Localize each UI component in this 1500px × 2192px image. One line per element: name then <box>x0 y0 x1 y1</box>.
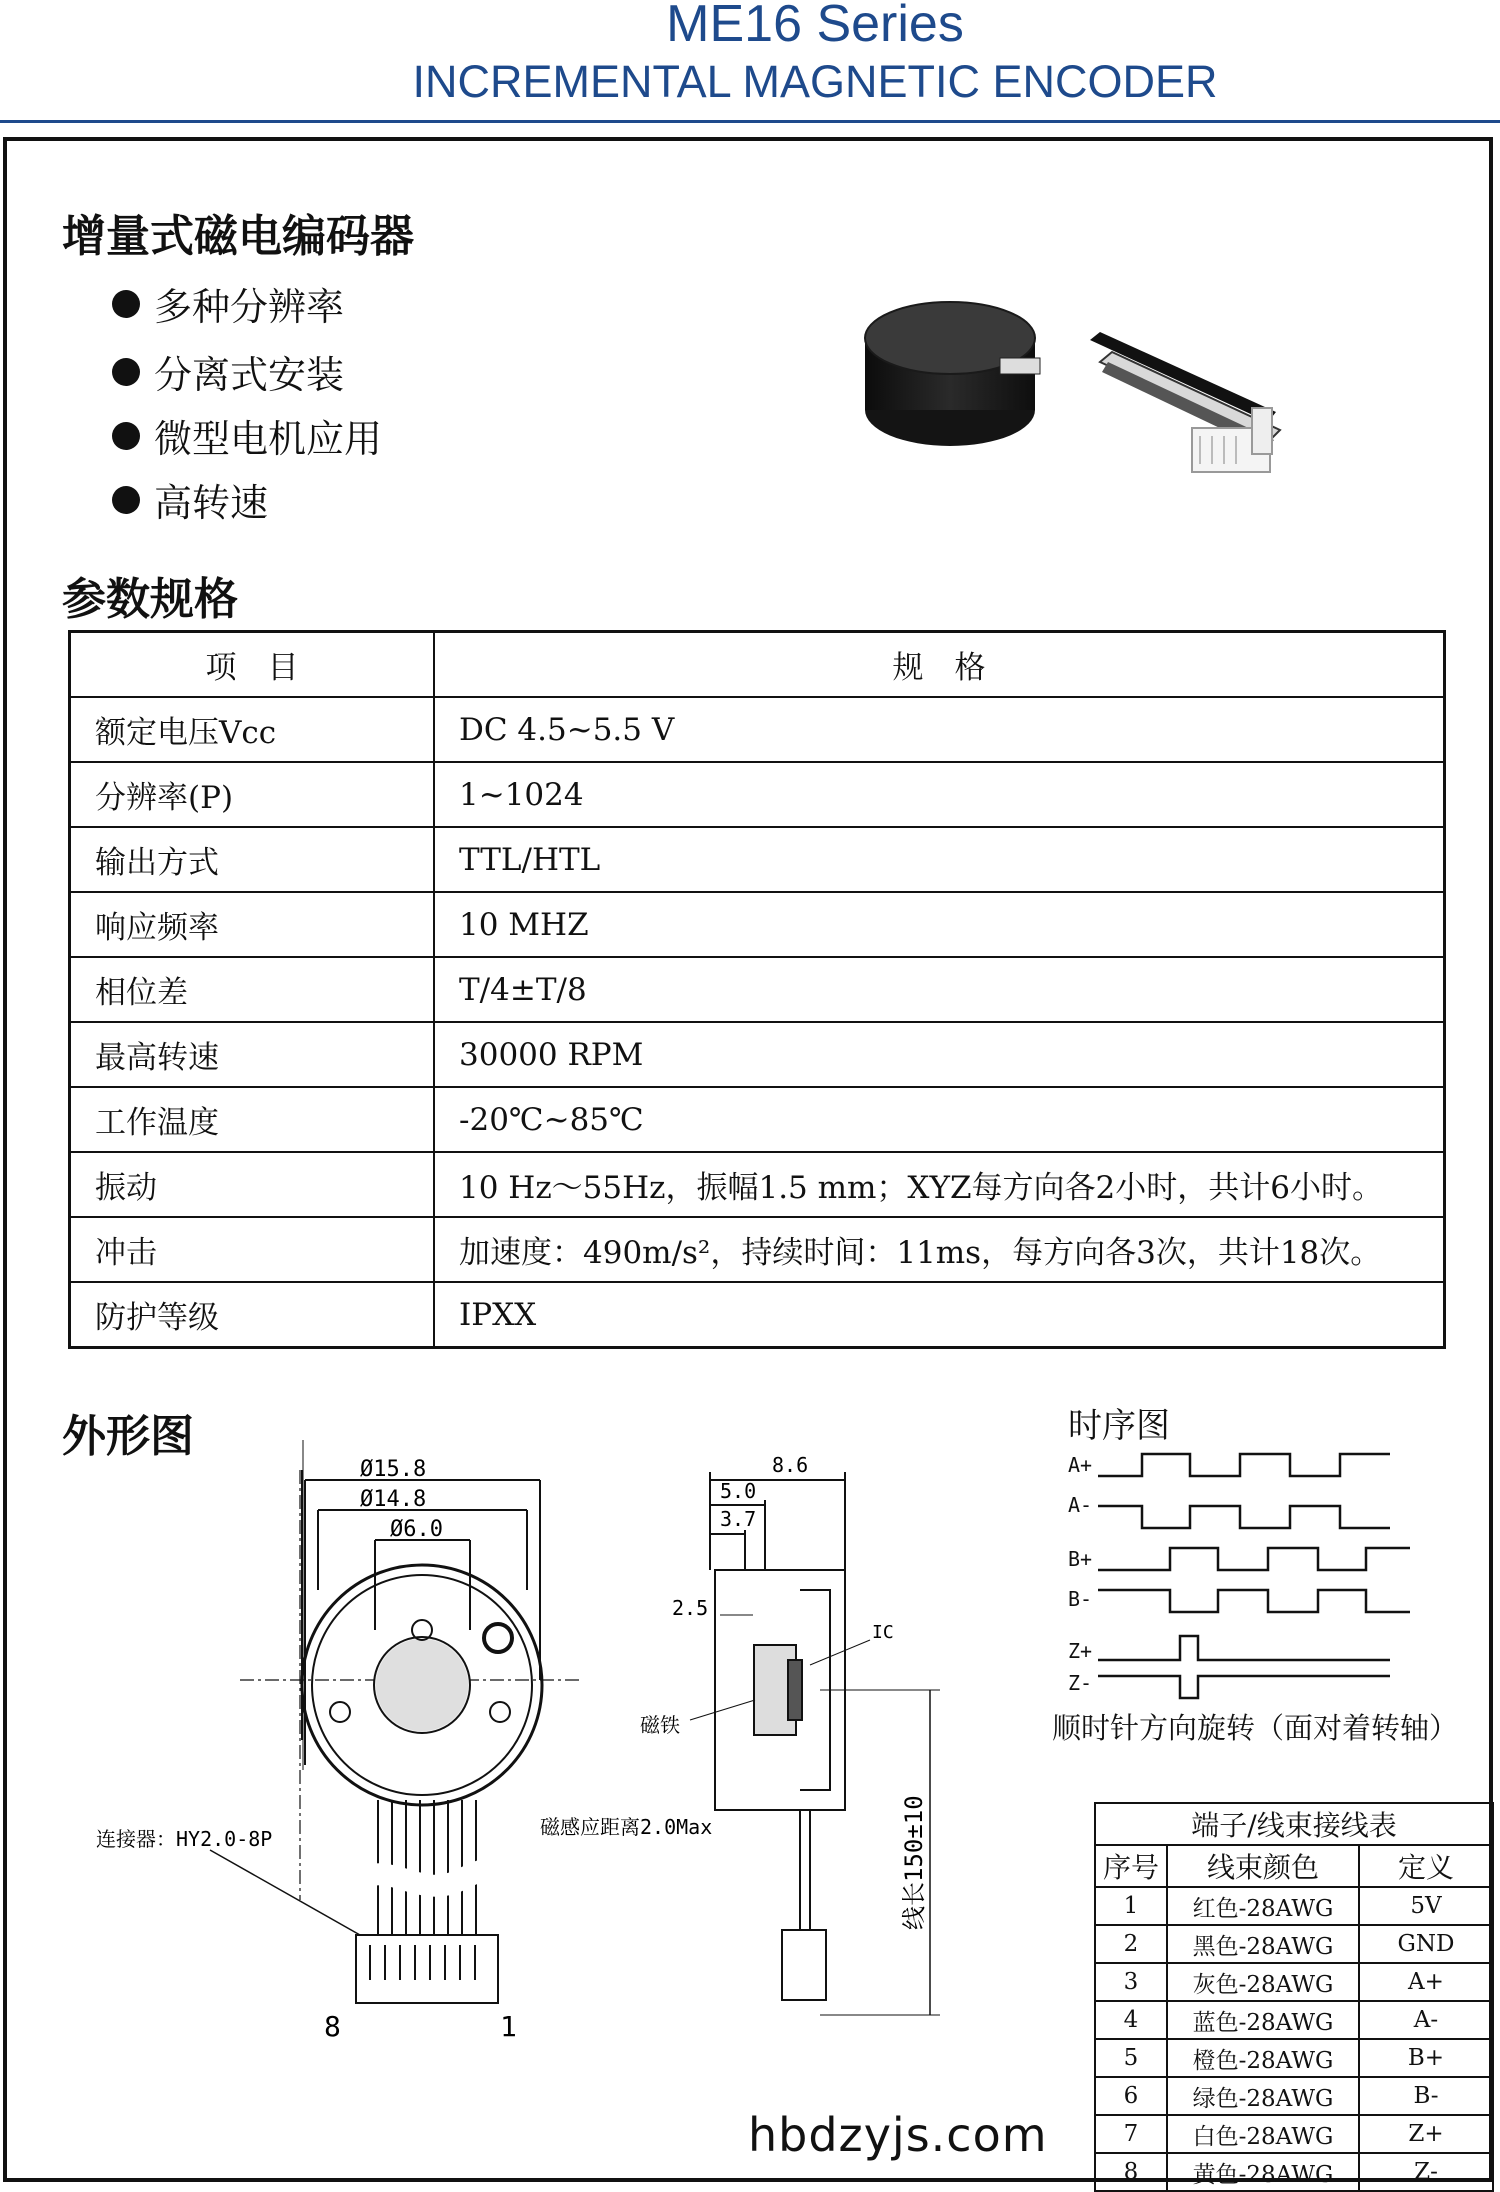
bullet-icon <box>112 358 140 386</box>
table-row: 分辨率(P) 1~1024 <box>70 762 1445 827</box>
table-row: 相位差 T/4±T/8 <box>70 957 1445 1022</box>
pin-right-label: 1 <box>500 2010 517 2040</box>
series-title: ME16 Series <box>666 0 964 53</box>
signal-label: A+ <box>1068 1453 1093 1477</box>
sense-distance-label: 磁感应距离2.0Max <box>540 1815 713 1839</box>
table-row: 工作温度 -20℃~85℃ <box>70 1087 1445 1152</box>
dim-gap: 2.5 <box>672 1596 709 1620</box>
dim-d1: Ø15.8 <box>360 1457 427 1482</box>
table-row: 振动 10 Hz～55Hz，振幅1.5 mm；XYZ每方向各2小时，共计6小时。 <box>70 1152 1445 1217</box>
dim-d2: Ø14.8 <box>360 1487 427 1512</box>
feature-item: 多种分辨率 <box>112 276 344 331</box>
table-row: 2 黑色-28AWG GND <box>1095 1925 1493 1963</box>
table-row: 7 白色-28AWG Z+ <box>1095 2115 1493 2153</box>
spec-table <box>68 630 1446 1349</box>
connector-label: 连接器：HY2.0-8P <box>96 1827 273 1851</box>
side-view-drawing <box>520 1450 980 2050</box>
intro-heading: 增量式磁电编码器 <box>62 211 414 262</box>
signal-label: Z- <box>1068 1671 1093 1695</box>
pin-left-label: 8 <box>324 2010 341 2040</box>
table-row: 1 红色-28AWG 5V <box>1095 1887 1493 1925</box>
timing-title: 时序图 <box>1068 1406 1170 1446</box>
dim-w1: 8.6 <box>772 1453 809 1477</box>
signal-label: B- <box>1068 1587 1093 1611</box>
table-row: 5 橙色-28AWG B+ <box>1095 2039 1493 2077</box>
feature-item: 高转速 <box>112 472 268 527</box>
bullet-icon <box>112 486 140 514</box>
table-row: 最高转速 30000 RPM <box>70 1022 1445 1087</box>
dim-w3: 3.7 <box>720 1507 757 1531</box>
timing-caption: 顺时针方向旋转（面对着转轴） <box>1052 1711 1459 1745</box>
table-header-row <box>70 632 1445 698</box>
feature-item: 微型电机应用 <box>112 408 382 463</box>
dim-w2: 5.0 <box>720 1479 757 1503</box>
ic-label: IC <box>872 1622 894 1643</box>
table-row: 响应频率 10 MHZ <box>70 892 1445 957</box>
cable-length-label: 线长150±10 <box>900 1795 928 1930</box>
table-row: 8 黄色-28AWG Z- <box>1095 2153 1493 2191</box>
table-row: 额定电压Vcc DC 4.5~5.5 V <box>70 697 1445 762</box>
dim-d3: Ø6.0 <box>390 1517 443 1542</box>
specs-heading: 参数规格 <box>62 574 238 625</box>
bullet-icon <box>112 290 140 318</box>
outline-heading: 外形图 <box>62 1411 194 1462</box>
table-row: 6 绿色-28AWG B- <box>1095 2077 1493 2115</box>
series-subtitle: INCREMENTAL MAGNETIC ENCODER <box>412 56 1218 107</box>
table-row: 3 灰色-28AWG A+ <box>1095 1963 1493 2001</box>
table-row: 防护等级 IPXX <box>70 1282 1445 1348</box>
table-row: 输出方式 TTL/HTL <box>70 827 1445 892</box>
col-item-header: 项 目 <box>70 632 435 698</box>
wiring-title-row: 端子/线束接线表 <box>1095 1803 1493 1845</box>
feature-item: 分离式安装 <box>112 344 344 399</box>
col-spec-header: 规 格 <box>434 632 1445 698</box>
wiring-header-row: 序号 线束颜色 定义 <box>1095 1845 1493 1887</box>
signal-label: A- <box>1068 1493 1093 1517</box>
table-row: 4 蓝色-28AWG A- <box>1095 2001 1493 2039</box>
encoder-product-image <box>850 280 1290 500</box>
wiring-table <box>1094 1802 1494 2192</box>
signal-label: Z+ <box>1068 1639 1093 1663</box>
bullet-icon <box>112 422 140 450</box>
signal-label: B+ <box>1068 1547 1093 1571</box>
header-rule <box>0 120 1500 123</box>
table-row: 冲击 加速度：490m/s²，持续时间：11ms，每方向各3次，共计18次。 <box>70 1217 1445 1282</box>
timing-diagram <box>1060 1440 1480 1720</box>
website-footer: hbdzyjs.com <box>748 2108 1048 2162</box>
magnet-label: 磁铁 <box>640 1713 680 1737</box>
